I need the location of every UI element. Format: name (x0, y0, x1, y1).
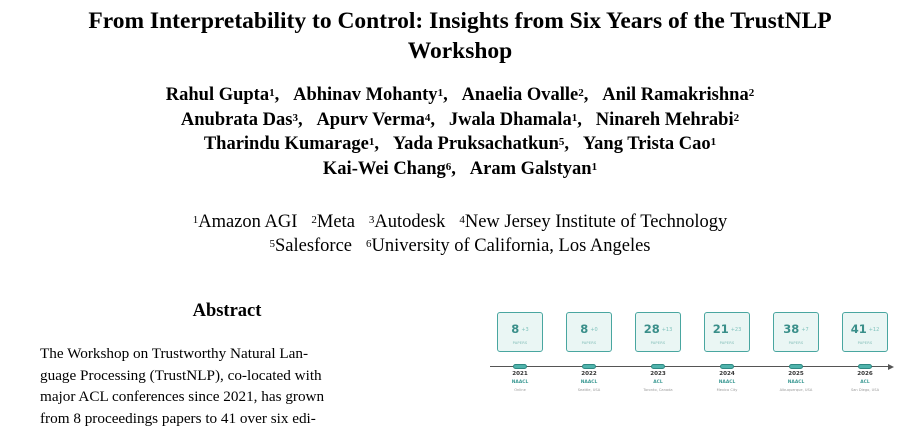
author (470, 159, 597, 179)
timeline-year: 2023 (650, 371, 666, 377)
author-affiliation-mark: 2 (748, 87, 755, 99)
author-name: Kai-Wei Chang (322, 158, 446, 179)
timeline-venue: NAACL (718, 380, 736, 385)
abstract-line: from 8 proceedings papers to 41 over six edi- (40, 409, 316, 427)
papers-label: PAPERS (788, 341, 804, 345)
author-line: Tharindu Kumarage$^1$, Yada Pruksachatkun$^5$, Yang Trista Cao$^1$ (203, 134, 717, 154)
paper-count-value: 8 (511, 322, 520, 336)
author-affiliation-mark: 1 (591, 160, 598, 173)
affiliation-name: Amazon AGI (198, 212, 298, 232)
author-affiliation-mark: 1 (571, 111, 578, 124)
author (323, 159, 451, 179)
title-line-2: Workshop (407, 38, 513, 64)
author-affiliation-mark: 1 (368, 136, 375, 148)
author (293, 85, 443, 105)
affiliation-name: New Jersey Institute of Technology (464, 212, 728, 232)
author-affiliation-mark: 2 (733, 111, 740, 124)
paper-count-value: 41 (850, 322, 867, 336)
paper-count-value: 28 (643, 322, 660, 336)
author (166, 85, 275, 105)
author-list (0, 83, 920, 181)
author (596, 110, 739, 130)
paper-count-value: 38 (783, 322, 800, 336)
timeline-figure (480, 312, 900, 402)
affiliation-line (0, 210, 920, 234)
author-name: Apurv Verma (316, 109, 425, 130)
author-affiliation-mark: 5 (558, 136, 565, 148)
timeline-location: Online (514, 388, 526, 392)
affiliation-number: 6 (366, 238, 372, 250)
author-line: Rahul Gupta$^1$, Abhinav Mohanty$^1$, Anaelia Ovalle$^2$, Anil Ramakrishna$^2$ (165, 85, 755, 105)
author-affiliation-mark: 1 (437, 87, 444, 99)
paper-count (636, 322, 680, 336)
author-name: Abhinav Mohanty (293, 85, 438, 105)
paper-count (774, 322, 818, 336)
papers-label: PAPERS (512, 341, 528, 345)
author-name: Rahul Gupta (165, 85, 270, 105)
author-name: Jwala Dhamala (448, 109, 572, 130)
timeline-venue: ACL (860, 380, 870, 385)
papers-label: PAPERS (581, 341, 597, 345)
paper-count-value: 8 (580, 322, 589, 336)
paper-count (705, 322, 749, 336)
timeline-box (566, 312, 612, 352)
timeline-year: 2026 (857, 371, 873, 377)
paper-count (567, 322, 611, 336)
timeline-location: Toronto, Canada (643, 388, 673, 392)
abstract-line: guage Processing (TrustNLP), co-located with (40, 366, 322, 384)
abstract-line: major ACL conferences since 2021, has grown (40, 388, 325, 405)
timeline-box (704, 312, 750, 352)
author-name: Yang Trista Cao (582, 134, 711, 154)
paper-count-delta: +23 (730, 326, 742, 333)
affiliation (459, 212, 727, 232)
timeline-box (773, 312, 819, 352)
author-name: Yada Pruksachatkun (392, 134, 559, 154)
timeline-box (635, 312, 681, 352)
author-name: Anil Ramakrishna (602, 85, 749, 105)
paper-count (843, 322, 887, 336)
paper-count-delta: +0 (590, 326, 598, 333)
paper-count (498, 322, 542, 336)
timeline-marker-icon (789, 364, 803, 369)
affiliation-name: Salesforce (274, 236, 353, 256)
author (583, 134, 716, 154)
affiliation-name: University of California, Los Angeles (371, 236, 651, 256)
title-line-1: From Interpretability to Control: Insights from Six Years of the TrustNLP (88, 8, 832, 34)
timeline-venue: NAACL (787, 380, 805, 385)
affiliation-number: 4 (459, 214, 465, 226)
timeline-venue: NAACL (580, 380, 598, 385)
timeline-box (842, 312, 888, 352)
timeline-axis (490, 366, 890, 367)
affiliation-number: 3 (368, 214, 375, 226)
abstract-text (40, 343, 414, 429)
paper-title (0, 6, 920, 66)
author-affiliation-mark: 3 (292, 111, 298, 124)
timeline-box (497, 312, 543, 352)
paper-count-delta: +3 (521, 326, 529, 333)
author (204, 134, 374, 154)
affiliation (193, 212, 298, 232)
timeline-year: 2022 (581, 371, 597, 377)
affiliation (269, 236, 352, 256)
paper-count-delta: +13 (661, 326, 673, 333)
author-affiliation-mark: 2 (578, 87, 584, 99)
papers-label: PAPERS (857, 341, 873, 345)
affiliation-number: 1 (192, 214, 199, 226)
timeline-year: 2021 (512, 371, 528, 377)
affiliation-name: Meta (316, 212, 355, 232)
affiliation-line (0, 234, 920, 258)
author-affiliation-mark: 1 (269, 87, 275, 99)
author-name: Anubrata Das (180, 109, 293, 130)
author-name: Ninareh Mehrabi (595, 109, 734, 130)
papers-label: PAPERS (719, 341, 735, 345)
author-affiliation-mark: 4 (424, 111, 431, 124)
paper-count-value: 21 (712, 322, 729, 336)
timeline-location: Mexico City (716, 388, 738, 392)
affiliation-list (0, 210, 920, 258)
timeline-year: 2025 (788, 371, 804, 377)
papers-label: PAPERS (650, 341, 666, 345)
author-affiliation-mark: 1 (710, 136, 717, 148)
paper-count-delta: +7 (801, 326, 809, 333)
affiliation (366, 236, 651, 256)
timeline-marker-icon (582, 364, 596, 369)
timeline-marker-icon (513, 364, 527, 369)
paper-count-delta: +12 (868, 326, 880, 333)
affiliation (311, 212, 355, 232)
timeline-marker-icon (651, 364, 665, 369)
timeline-year: 2024 (719, 371, 735, 377)
author-name: Tharindu Kumarage (203, 134, 369, 154)
timeline-location: San Diego, USA (850, 388, 880, 392)
abstract-heading: Abstract (192, 301, 262, 321)
author (602, 85, 754, 105)
author-line: Kai-Wei Chang$^6$, Aram Galstyan$^1$ (322, 158, 598, 179)
affiliation-number: 2 (311, 214, 317, 226)
affiliation-name: Autodesk (374, 212, 446, 232)
timeline-venue: ACL (653, 380, 663, 385)
timeline-marker-icon (720, 364, 734, 369)
timeline-arrow-icon (888, 364, 894, 370)
timeline-location: Seattle, USA (577, 388, 601, 392)
author (393, 134, 565, 154)
author-affiliation-mark: 6 (445, 160, 452, 173)
author (181, 110, 298, 130)
timeline-venue: NAACL (511, 380, 529, 385)
timeline-marker-icon (858, 364, 872, 369)
author-name: Anaelia Ovalle (461, 85, 579, 105)
affiliation-number: 5 (269, 238, 275, 250)
abstract-line: The Workshop on Trustworthy Natural Lan- (40, 345, 309, 362)
author (462, 85, 584, 105)
author (316, 110, 430, 130)
author-name: Aram Galstyan (469, 158, 592, 179)
author (449, 110, 577, 130)
affiliation (369, 212, 445, 232)
timeline-location: Albuquerque, USA (779, 388, 813, 392)
author-line: Anubrata Das$^3$, Apurv Verma$^4$, Jwala Dhamala$^1$, Ninareh Mehrabi$^2$ (180, 109, 740, 130)
